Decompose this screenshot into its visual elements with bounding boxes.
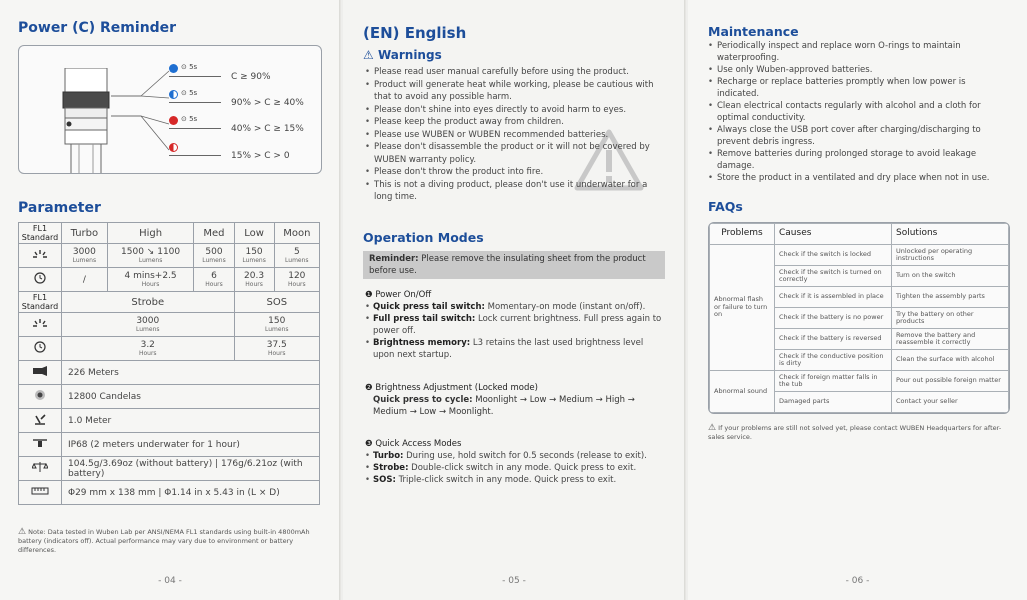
size-ruler-icon <box>19 481 62 505</box>
sos-runtime-cell: 37.5 Hours <box>234 337 319 361</box>
maintenance-item: • Recharge or replace batteries promptly when low power is indicated. <box>708 76 1010 100</box>
list-item: • Brightness memory: L3 retains the last used brightness level upon next startup. <box>365 337 665 361</box>
step-three-icon: ❸ <box>365 439 373 449</box>
faq-solution: Pour out possible foreign matter <box>892 371 1009 392</box>
runtime-cell: / <box>62 268 108 292</box>
beam-distance-icon <box>19 361 62 385</box>
lumens-cell: 5 Lumens <box>274 244 319 268</box>
blue-full-dot-icon <box>169 64 178 73</box>
parameter-table <box>18 222 320 505</box>
section-title: Brightness Adjustment (Locked mode) <box>375 383 538 393</box>
strobe-lumens-cell: 3000 Lumens <box>62 313 235 337</box>
list-item: • Full press tail switch: Lock current brightness. Full press again to power off. <box>365 313 665 337</box>
section-title: Quick Access Modes <box>375 439 462 449</box>
mode-header: Med <box>194 223 234 244</box>
faq-header: Causes <box>775 224 892 245</box>
list-item: • Turbo: During use, hold switch for 0.5 seconds (release to exit). <box>365 450 665 462</box>
runtime-cell: 120 Hours <box>274 268 319 292</box>
faq-cause: Check if the switch is turned on correctly <box>775 266 892 287</box>
lumens-cell: 1500 ↘ 1100 Lumens <box>107 244 194 268</box>
red-half-dot-icon <box>169 143 178 152</box>
fl1-standard-label: FL1 Standard <box>19 292 62 313</box>
warnings-title-text: Warnings <box>377 48 442 62</box>
maintenance-title: Maintenance <box>708 24 799 39</box>
warning-item: • Please don't throw the product into fire. <box>365 166 665 179</box>
faq-table <box>709 223 1009 413</box>
maintenance-item: • Periodically inspect and replace worn O-rings to maintain waterproofing. <box>708 40 1010 64</box>
waterproof-icon <box>19 433 62 457</box>
impact-resistance-value: 1.0 Meter <box>62 409 320 433</box>
fl1-standard-label: FL1 Standard <box>19 223 62 244</box>
faq-solution: Turn on the switch <box>892 266 1009 287</box>
maintenance-item: • Remove batteries during prolonged storage to avoid leakage damage. <box>708 148 1010 172</box>
runtime-cell: 6 Hours <box>194 268 234 292</box>
power-level-text: C ≥ 90% <box>231 72 271 82</box>
faq-solution: Remove the battery and reassemble it correctly <box>892 329 1009 350</box>
parameter-title: Parameter <box>18 200 101 216</box>
language-title: (EN) English <box>363 24 467 42</box>
lumens-icon <box>19 313 62 337</box>
step-two-icon: ❷ <box>365 383 373 393</box>
maintenance-item: • Always close the USB port cover after charging/discharging to prevent debris ingress. <box>708 124 1010 148</box>
faq-cause: Check if the battery is no power <box>775 308 892 329</box>
mode-header: High <box>107 223 194 244</box>
warning-item: • Please don't shine into eyes directly to avoid harm to eyes. <box>365 104 665 117</box>
test-note-text: Note: Data tested in Wuben Lab per ANSI/NEMA FL1 standards using built-in 4800mAh battery (indicators off). Actual performance may vary due to environment or battery differences. <box>18 528 310 554</box>
faq-cause: Check if the conductive position is dirty <box>775 350 892 371</box>
lumens-cell: 3000 Lumens <box>62 244 108 268</box>
warnings-title <box>363 48 442 62</box>
page-number: - 04 - <box>158 576 182 586</box>
faq-solution: Tighten the assembly parts <box>892 287 1009 308</box>
page-number: - 06 - <box>845 576 870 586</box>
power-level-text: 90% > C ≥ 40% <box>231 98 304 108</box>
mode-header: Turbo <box>62 223 108 244</box>
warnings-list <box>365 66 665 204</box>
faq-note <box>708 424 1008 442</box>
intensity-value: 12800 Candelas <box>62 385 320 409</box>
faqs-title: FAQs <box>708 199 743 214</box>
warning-triangle-icon: ⚠ <box>363 48 374 62</box>
faq-header: Problems <box>710 224 775 245</box>
impact-resistance-icon <box>19 409 62 433</box>
red-full-dot-icon <box>169 116 178 125</box>
reminder-label: Reminder: <box>369 254 419 264</box>
operation-modes-title: Operation Modes <box>363 230 484 245</box>
maintenance-item: • Clean electrical contacts regularly with alcohol and a cloth for optimal conductivity. <box>708 100 1010 124</box>
faq-problem: Abnormal flash or failure to turn on <box>710 245 775 371</box>
maintenance-item: • Store the product in a ventilated and dry place when not in use. <box>708 172 1010 184</box>
beam-distance-value: 226 Meters <box>62 361 320 385</box>
runtime-cell: 20.3 Hours <box>234 268 274 292</box>
list-item-text: Moonlight → Low → Medium → High → Medium → Low → Moonlight. <box>373 395 635 417</box>
warning-item: • Please don't disassemble the product or it will not be covered by WUBEN warranty policy. <box>365 141 665 166</box>
mode-header: Moon <box>274 223 319 244</box>
warning-item: • Please read user manual carefully before using the product. <box>365 66 665 79</box>
section-title: Power On/Off <box>375 290 432 300</box>
blue-half-dot-icon <box>169 90 178 99</box>
timer-label: ⊙ 5s <box>181 63 198 71</box>
lumens-cell: 500 Lumens <box>194 244 234 268</box>
timer-label: ⊙ 5s <box>181 115 198 123</box>
power-reminder-diagram <box>18 45 322 174</box>
brightness-adjustment-section <box>365 382 665 418</box>
warning-item: • This is not a diving product, please don't use it underwater for a long time. <box>365 179 665 204</box>
warning-triangle-icon: ⚠ <box>18 527 27 537</box>
warning-item: • Please keep the product away from children. <box>365 116 665 129</box>
power-level-text: 40% > C ≥ 15% <box>231 124 304 134</box>
lumens-cell: 150 Lumens <box>234 244 274 268</box>
faq-solution: Try the battery on other products <box>892 308 1009 329</box>
lumens-icon <box>19 244 62 268</box>
list-item-bold: Quick press to cycle: <box>373 395 473 405</box>
manual-page-04 <box>0 0 340 600</box>
faq-table-container <box>708 222 1010 414</box>
reminder-text: Please remove the insulating sheet from the product before use. <box>369 254 646 276</box>
page-number: - 05 - <box>502 576 526 586</box>
flashlight-illustration <box>61 68 111 173</box>
warning-item: • Please use WUBEN or WUBEN recommended batteries. <box>365 129 665 142</box>
sos-lumens-cell: 150 Lumens <box>234 313 319 337</box>
faq-note-text: If your problems are still not solved yet, please contact WUBEN Headquarters for after-sales service. <box>708 424 1002 441</box>
mode-header: Low <box>234 223 274 244</box>
maintenance-list <box>708 40 1010 184</box>
list-item: • Quick press tail switch: Momentary-on mode (instant on/off). <box>365 301 665 313</box>
runtime-clock-icon <box>19 268 62 292</box>
step-one-icon: ❶ <box>365 290 373 300</box>
faq-solution: Clean the surface with alcohol <box>892 350 1009 371</box>
weight-value: 104.5g/3.69oz (without battery) | 176g/6.21oz (with battery) <box>62 457 320 481</box>
warning-item: • Product will generate heat while working, please be cautious with that to avoid any possible harm. <box>365 79 665 104</box>
list-item: • Strobe: Double-click switch in any mode. Quick press to exit. <box>365 462 665 474</box>
manual-page-06 <box>688 0 1027 600</box>
weight-scale-icon <box>19 457 62 481</box>
indicator-leader-lines <box>111 66 171 166</box>
list-item: • SOS: Triple-click switch in any mode. Quick press to exit. <box>365 474 665 486</box>
reminder-box <box>363 251 665 279</box>
faq-cause: Check if the battery is reversed <box>775 329 892 350</box>
power-level-text: 15% > C > 0 <box>231 151 290 161</box>
quick-access-section <box>365 438 665 486</box>
faq-problem: Abnormal sound <box>710 371 775 413</box>
size-value: Φ29 mm x 138 mm | Φ1.14 in x 5.43 in (L × D) <box>62 481 320 505</box>
sos-header: SOS <box>234 292 319 313</box>
timer-label: ⊙ 5s <box>181 89 198 97</box>
waterproof-value: IP68 (2 meters underwater for 1 hour) <box>62 433 320 457</box>
warning-triangle-icon: ⚠ <box>708 423 717 433</box>
strobe-header: Strobe <box>62 292 235 313</box>
faq-solution: Contact your seller <box>892 392 1009 413</box>
power-reminder-title: Power (C) Reminder <box>18 20 177 36</box>
manual-page-05 <box>343 0 685 600</box>
faq-header: Solutions <box>892 224 1009 245</box>
faq-cause: Damaged parts <box>775 392 892 413</box>
intensity-icon <box>19 385 62 409</box>
test-note <box>18 528 320 555</box>
runtime-cell: 4 mins+2.5 Hours <box>107 268 194 292</box>
faq-solution: Unlocked per operating instructions <box>892 245 1009 266</box>
faq-cause: Check if foreign matter falls in the tub <box>775 371 892 392</box>
power-on-off-section <box>365 289 665 361</box>
runtime-clock-icon <box>19 337 62 361</box>
strobe-runtime-cell: 3.2 Hours <box>62 337 235 361</box>
maintenance-item: • Use only Wuben-approved batteries. <box>708 64 1010 76</box>
faq-cause: Check if the switch is locked <box>775 245 892 266</box>
faq-cause: Check if it is assembled in place <box>775 287 892 308</box>
